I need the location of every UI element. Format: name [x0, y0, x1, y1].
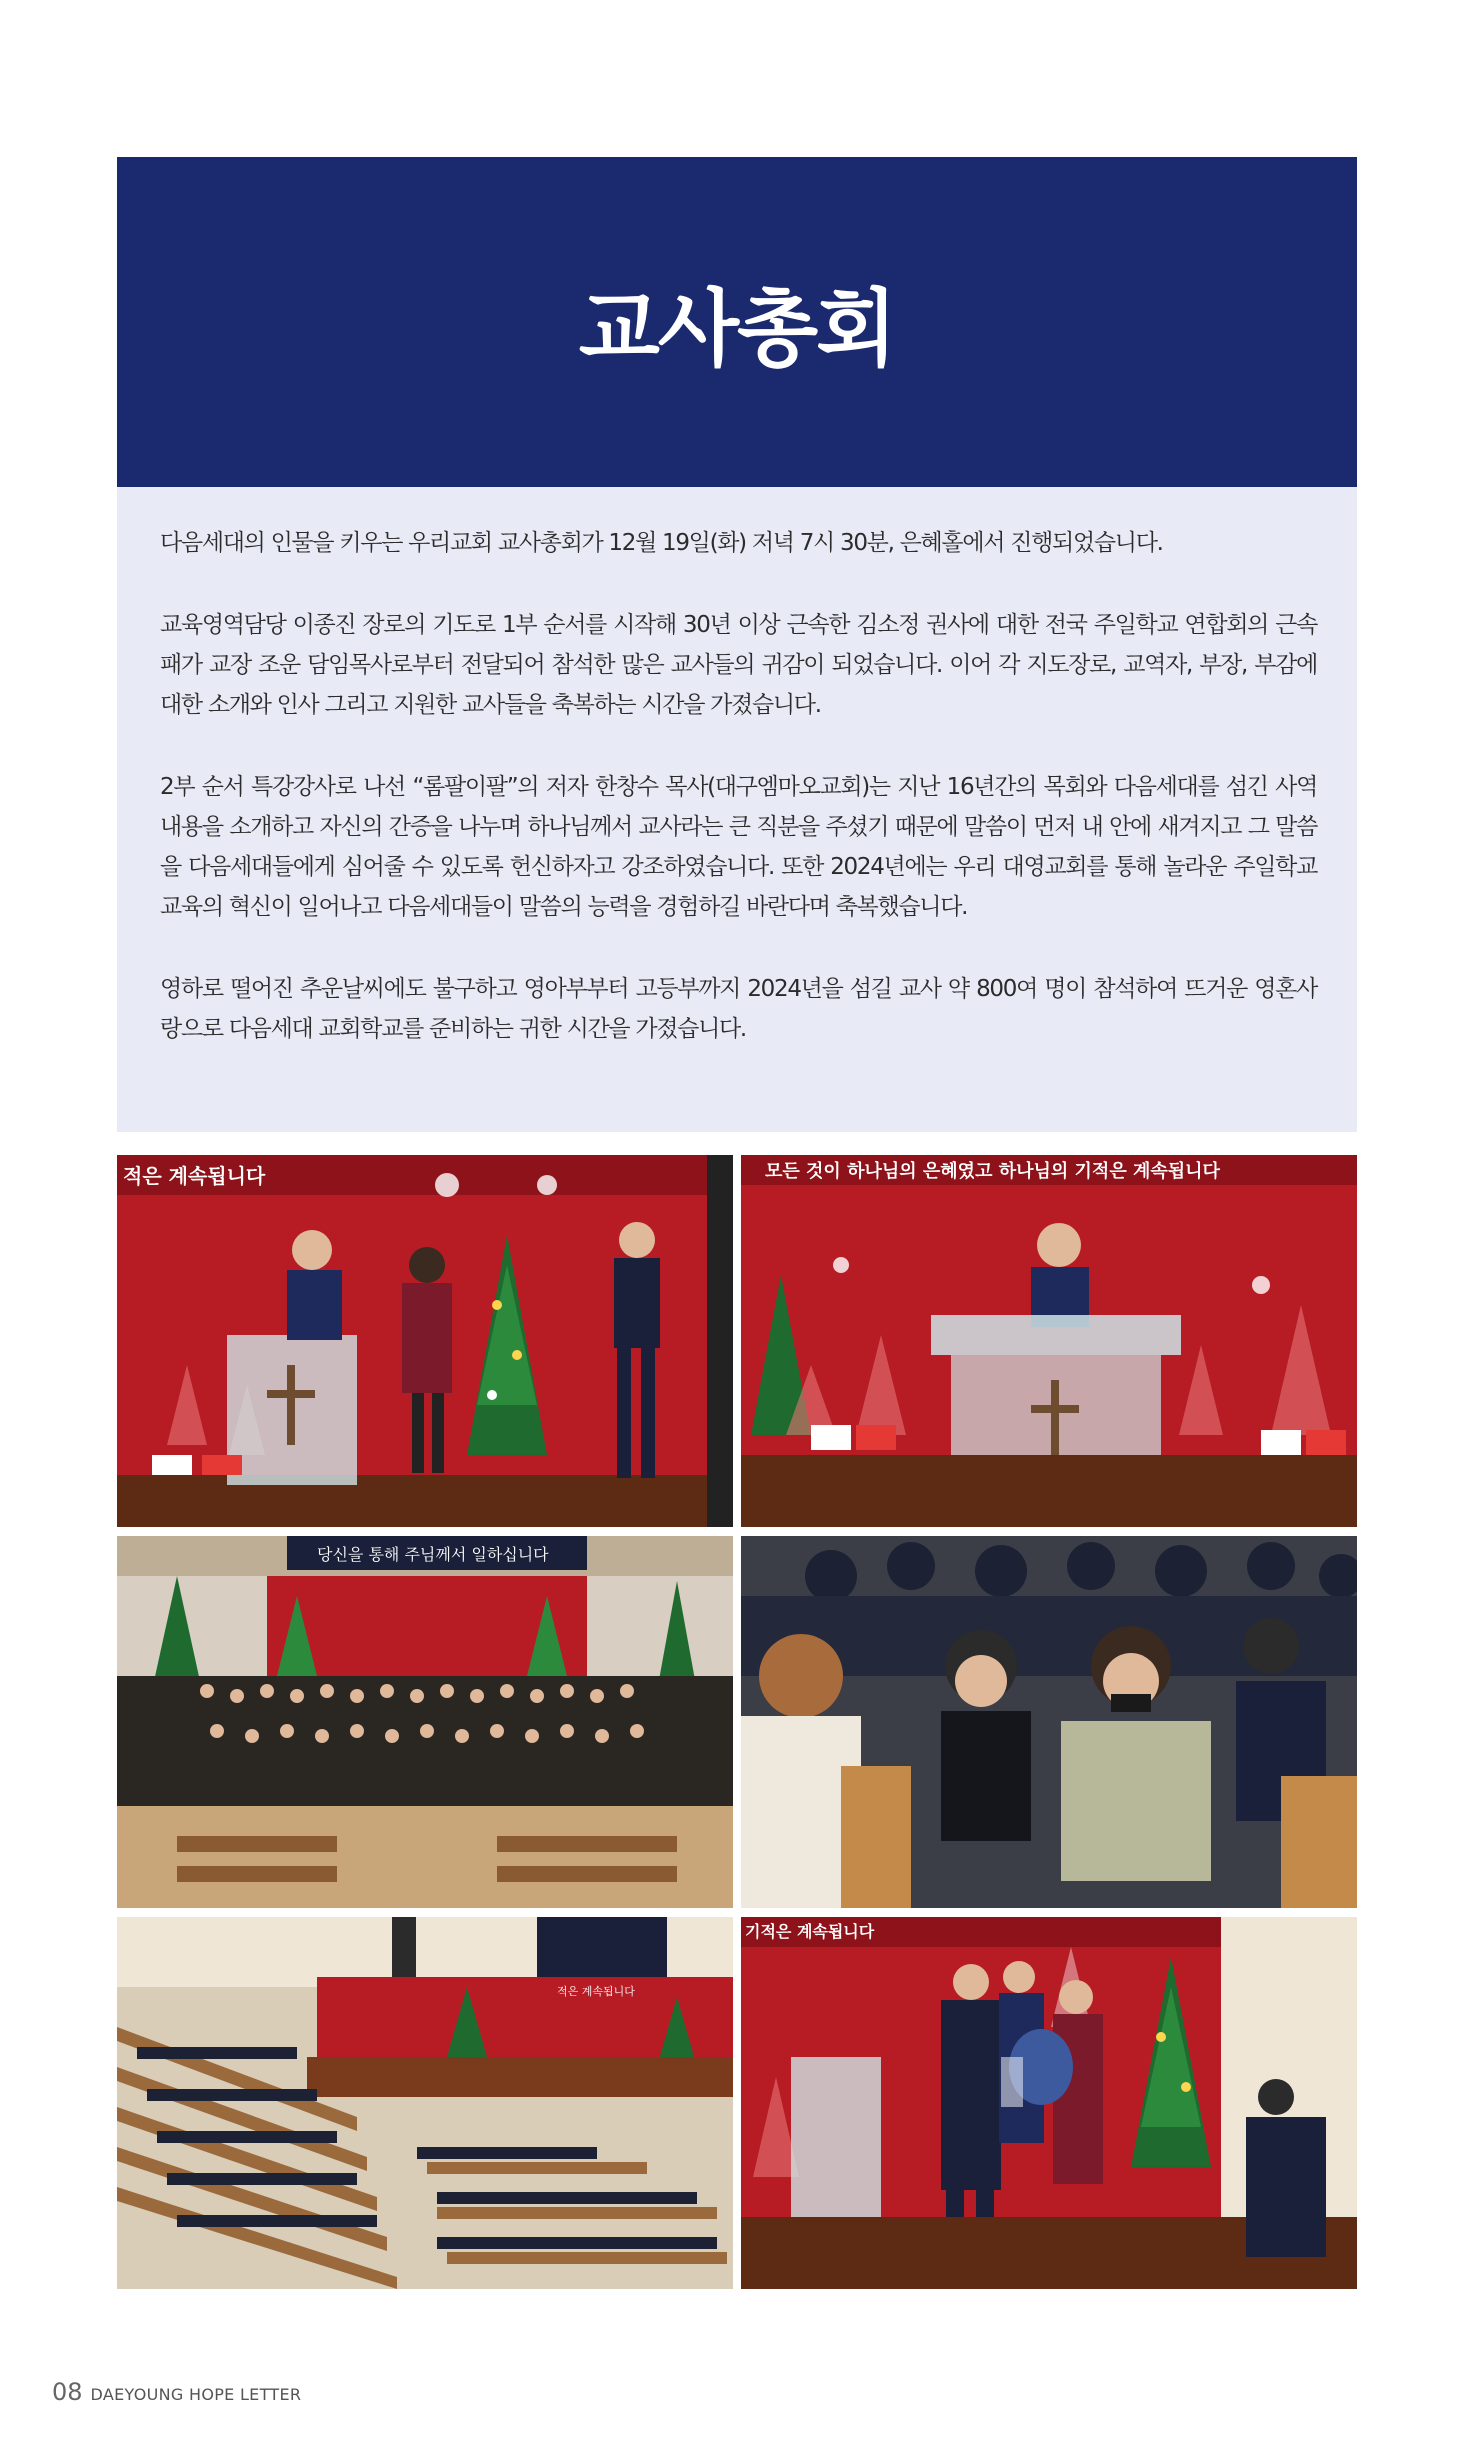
page-number: 08: [52, 2378, 83, 2406]
screen-banner-text: 당신을 통해 주님께서 일하십니다: [317, 1545, 549, 1564]
paragraph-4: 영하로 떨어진 추운날씨에도 불구하고 영아부부터 고등부까지 2024년을 섬길 교사 약 800여 명이 참석하여 뜨거운 영혼사랑으로 다음세대 교회학교를 준비하는 귀한 시간을 가졌습니다.: [160, 976, 1317, 1042]
page-footer: [52, 2378, 301, 2406]
photo-auditorium-wide: [117, 1917, 733, 2289]
paragraph-1: 다음세대의 인물을 키우는 우리교회 교사총회가 12월 19일(화) 저녁 7시 30분, 은혜홀에서 진행되었습니다.: [160, 530, 1163, 556]
stage-banner-text: 모든 것이 하나님의 은혜였고 하나님의 기적은 계속됩니다: [765, 1161, 1220, 1182]
photo-group-teachers: [117, 1536, 733, 1908]
paragraph-3: 2부 순서 특강강사로 나선 “롬팔이팔”의 저자 한창수 목사(대구엠마오교회)는 지난 16년간의 목회와 다음세대를 섬긴 사역내용을 소개하고 자신의 간증을 나누며 하나님께서 교사라는 큰 직분을 주셨기 때문에 말씀이 먼저 내 안에 새겨지고 그 말씀을 다음세대들에게 심어줄 수 있도록 헌신하자고 강조하였습니다. 또한 2024년에는 우리 대영교회를 통해 놀라운 주일학교 교육의 혁신이 일어나고 다음세대들이 말씀의 능력을 경험하길 바란다며 축복했습니다.: [160, 774, 1317, 920]
photo-grid: [117, 1155, 1357, 2290]
paragraph-2: 교육영역담당 이종진 장로의 기도로 1부 순서를 시작해 30년 이상 근속한 김소정 권사에 대한 전국 주일학교 연합회의 근속패가 교장 조운 담임목사로부터 전달되어 참석한 많은 교사들의 귀감이 되었습니다. 이어 각 지도장로, 교역자, 부장, 부감에 대한 소개와 인사 그리고 지원한 교사들을 축복하는 시간을 가졌습니다.: [160, 612, 1317, 718]
page-title: 교사총회: [578, 279, 896, 378]
photo-award-presentation: [117, 1155, 733, 1527]
stage-banner-text: 적은 계속됩니다: [123, 1164, 266, 1188]
photo-congregation: [741, 1536, 1357, 1908]
photo-speaker-pulpit: [741, 1155, 1357, 1527]
publication-name: DAEYOUNG HOPE LETTER: [90, 2385, 302, 2404]
stage-banner-text: 기적은 계속됩니다: [745, 1922, 875, 1941]
title-banner: [117, 157, 1357, 487]
article-body: [117, 487, 1357, 1132]
stage-banner-text: 적은 계속됩니다: [557, 1985, 635, 1998]
photo-award-recipients: [741, 1917, 1357, 2289]
